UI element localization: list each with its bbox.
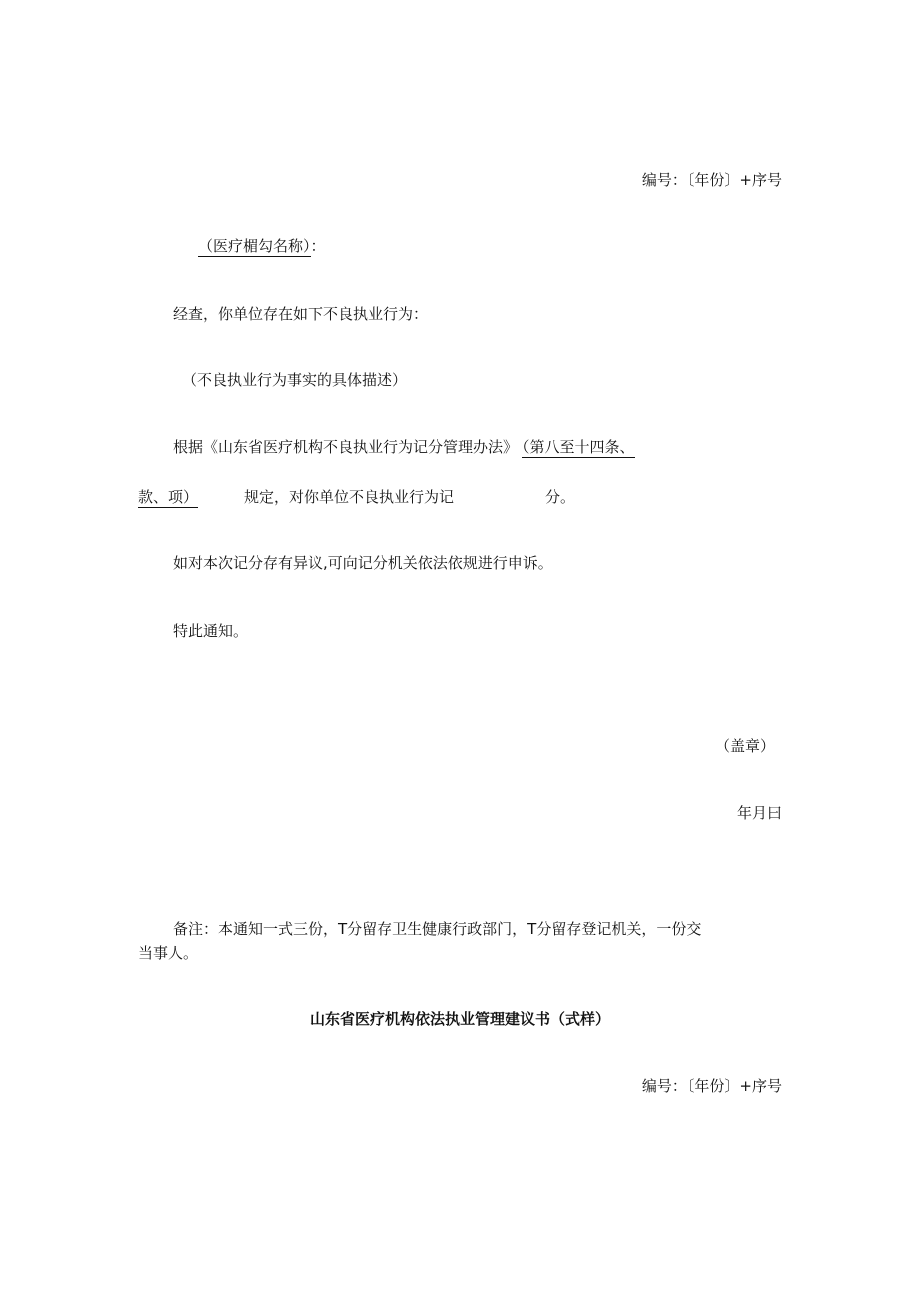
points-suffix: 分。 xyxy=(545,488,576,506)
addressee-name: （医疗楣勾名称） xyxy=(198,237,311,255)
basis-paragraph-line2 xyxy=(138,487,198,507)
basis-article-cont: 款、项） xyxy=(138,488,199,506)
basis-paragraph-line1 xyxy=(173,437,635,457)
finding-intro: 经查，你单位存在如下不良执业行为： xyxy=(173,305,429,323)
basis-article: （第八至十四条、 xyxy=(522,438,635,456)
remark-line2: 当事人。 xyxy=(138,944,199,962)
finding-description: （不良执业行为事实的具体描述） xyxy=(182,371,408,389)
addressee-colon: ： xyxy=(310,237,326,255)
serial-number: 编号：〔年份〕+序号 xyxy=(641,171,782,189)
next-form-serial-number: 编号：〔年份〕+序号 xyxy=(641,1077,782,1095)
date-label: 年月曰 xyxy=(736,804,782,822)
addressee xyxy=(198,236,326,256)
basis-suffix: 规定，对你单位不良执业行为记 xyxy=(244,488,455,506)
basis-prefix: 根据《山东省医疗机构不良执业行为记分管理办法》 xyxy=(173,438,519,456)
next-form-title: 山东省医疗机构依法执业管理建议书（式样） xyxy=(309,1010,610,1028)
remark-line1: 备注：本通知一式三份，T分留存卫生健康行政部门，T分留存登记机关，一份交 xyxy=(173,920,702,938)
appeal-text: 如对本次记分存有异议,可向记分机关依法依规进行申诉。 xyxy=(173,554,553,572)
seal-label: （盖章） xyxy=(714,737,775,755)
closing-text: 特此通知。 xyxy=(173,622,249,640)
